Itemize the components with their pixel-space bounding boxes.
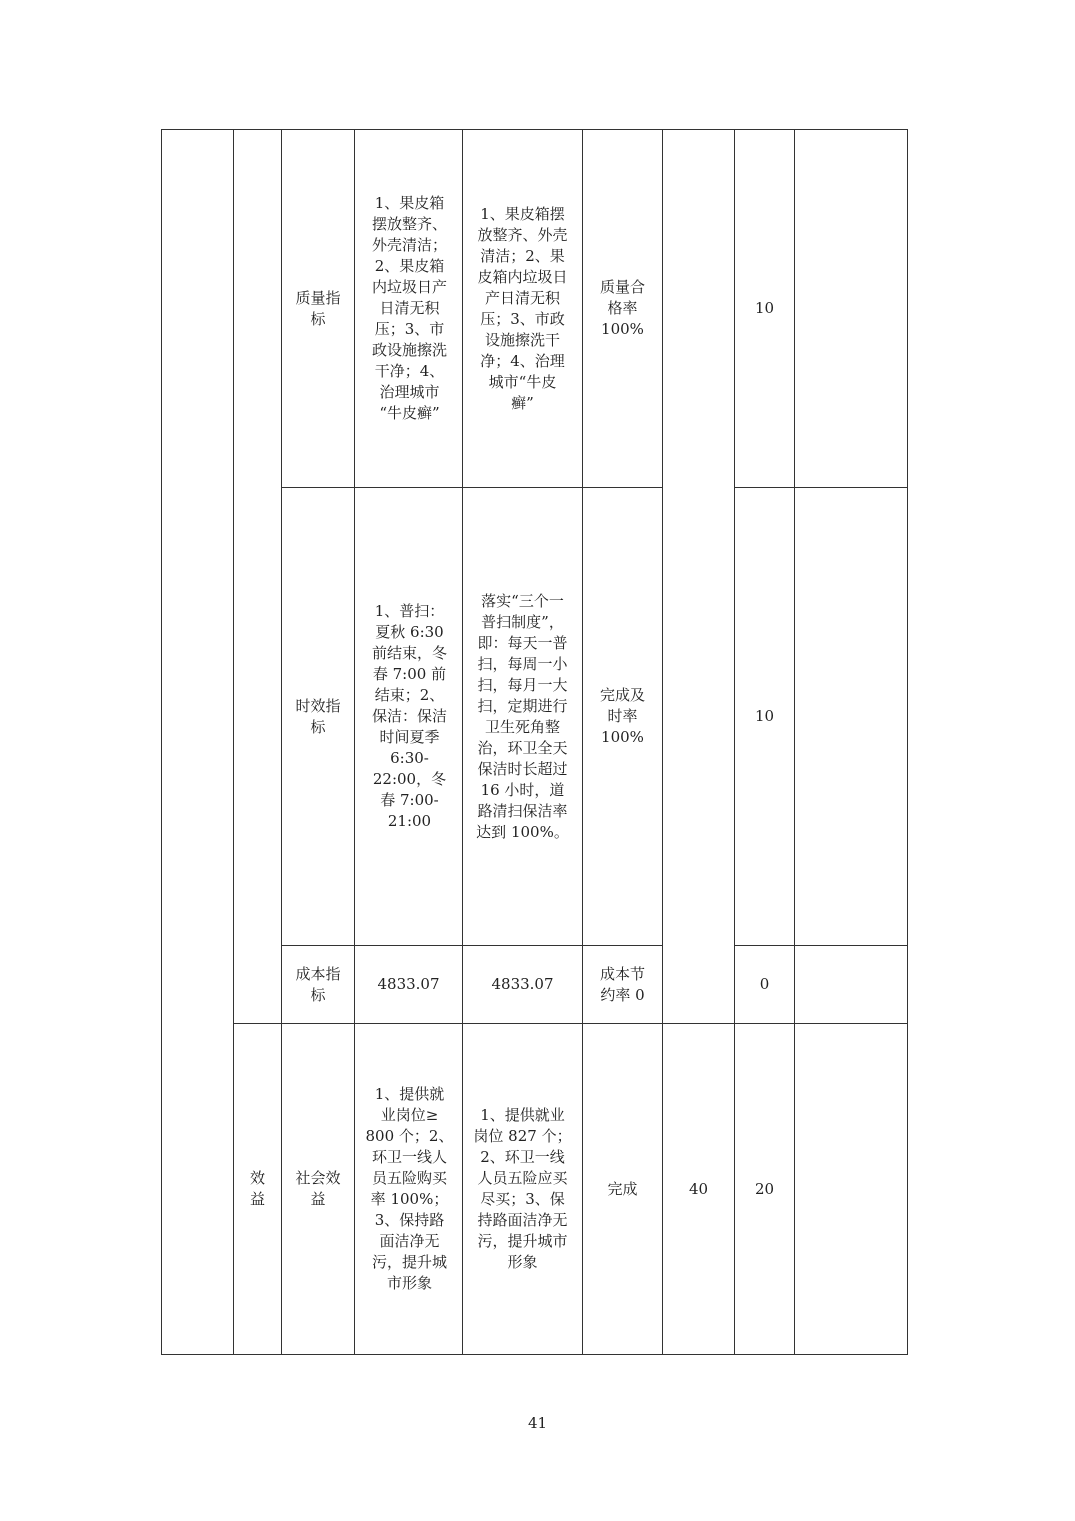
completion-rate-cell [583,1024,663,1355]
blank-remarks-cell [795,1024,908,1355]
completion-rate-cell [583,130,663,488]
target-value-text: 1、果皮箱 摆放整齐、 外壳清洁； 2、果皮箱 内垃圾日产 日清无积 压；3、市 政设施擦洗 干净；4、 治理城市 “牛皮癣” [371,194,447,422]
completion-rate-text: 完成 [607,1179,638,1198]
category-cell [234,1024,282,1355]
score-text: 10 [754,707,775,725]
page-number: 41 [527,1414,548,1432]
score-cell [735,488,795,946]
performance-indicator-table [161,129,908,1355]
indicator-text: 质量指 标 [295,288,341,328]
target-value-cell [355,1024,463,1355]
actual-value-text: 1、提供就业 岗位 827 个； 2、环卫一线 人员五险应买 尽买；3、保 持路面洁净无 污，提升城市 形象 [473,1106,572,1271]
target-value-cell [355,130,463,488]
target-value-text: 4833.07 [377,975,440,993]
indicator-cell [282,1024,355,1355]
actual-value-cell [463,1024,583,1355]
score-text: 20 [754,1179,775,1198]
completion-rate-text: 质量合 格率 100% [599,278,645,338]
indicator-cell [282,488,355,946]
score-cell [735,130,795,488]
indicator-text: 时效指 标 [295,696,341,736]
weight-text: 40 [688,1179,709,1198]
weight-cell [663,1024,735,1355]
actual-value-text: 4833.07 [491,975,554,993]
table-row [162,130,908,488]
blank-remarks-cell [795,130,908,488]
blank-weight-cell [663,130,735,1024]
target-value-cell [355,946,463,1024]
completion-rate-cell [583,488,663,946]
score-text: 0 [759,975,770,993]
score-cell [735,946,795,1024]
completion-rate-text: 完成及 时率 100% [599,686,645,746]
completion-rate-text: 成本节 约率 0 [599,964,645,1004]
actual-value-cell [463,488,583,946]
actual-value-cell [463,946,583,1024]
score-cell [735,1024,795,1355]
target-value-cell [355,488,463,946]
indicator-cell [282,130,355,488]
table-row [162,1024,908,1355]
indicator-text: 社会效 益 [295,1169,341,1208]
score-text: 10 [754,299,775,317]
indicator-text: 成本指 标 [295,964,341,1004]
indicator-cell [282,946,355,1024]
target-value-text: 1、提供就 业岗位≥ 800 个；2、 环卫一线人 员五险购买 率 100%； 3、保持路 面洁净无 污，提升城 市形象 [365,1085,454,1292]
target-value-text: 1、普扫： 夏秋 6:30 前结束，冬 春 7:00 前 结束；2、 保洁：保洁 时间夏季 6:30- 22:00，冬 春 7:00- 21:00 [371,602,447,830]
actual-value-cell [463,130,583,488]
blank-first-column-cell [162,130,234,1355]
blank-remarks-cell [795,946,908,1024]
actual-value-text: 1、果皮箱摆 放整齐、外壳 清洁；2、果 皮箱内垃圾日 产日清无积 压；3、市政 设施擦洗干 净；4、治理 城市“牛皮 癣” [477,204,568,412]
category-text: 效 益 [249,1169,265,1208]
actual-value-text: 落实“三个一 普扫制度”， 即：每天一普 扫，每周一小 扫，每月一大 扫，定期进行 卫生死角整 治，环卫全天 保洁时长超过 16 小时，道 路清扫保洁率 达到 100%。 [476,591,569,841]
blank-output-category-cell [234,130,282,1024]
completion-rate-cell [583,946,663,1024]
blank-remarks-cell [795,488,908,946]
